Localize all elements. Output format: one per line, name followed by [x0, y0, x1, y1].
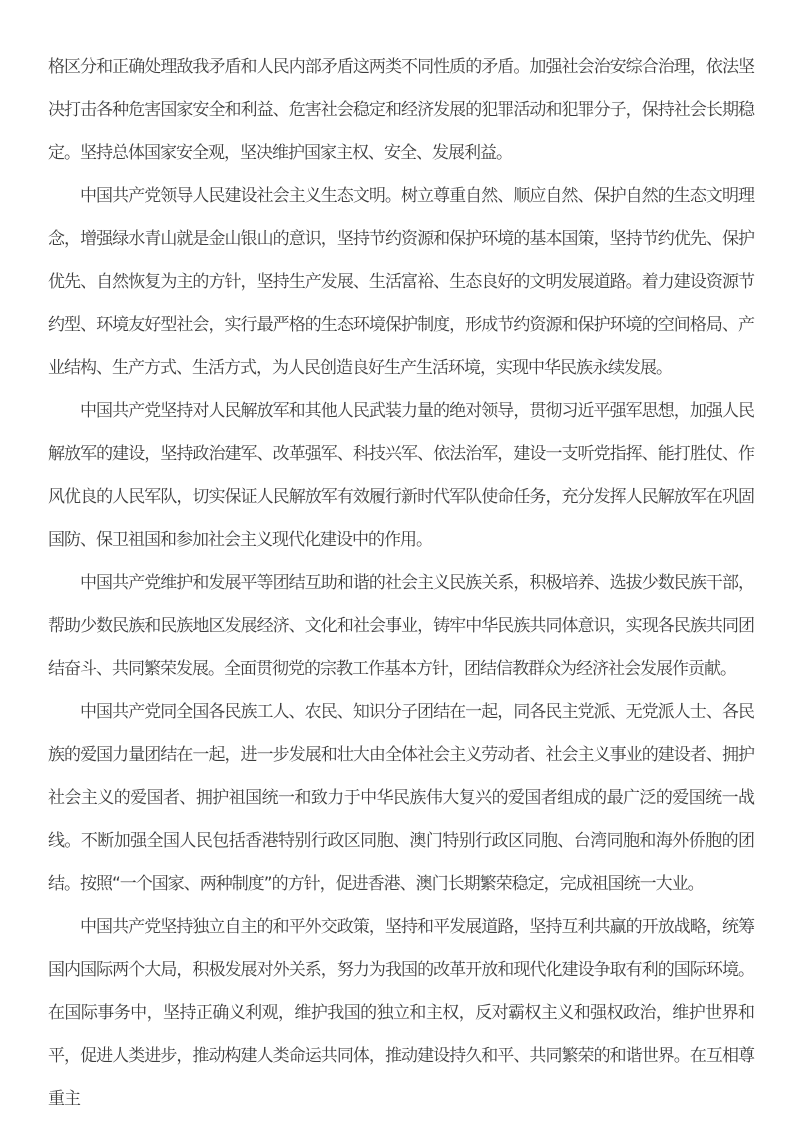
paragraph: 格区分和正确处理敌我矛盾和人民内部矛盾这两类不同性质的矛盾。加强社会治安综合治理，依法坚决打击各种危害国家安全和利益、危害社会稳定和经济发展的犯罪活动和犯罪分子，保持社会长期稳定。坚持总体国家安全观，坚决维护国家主权、安全、发展利益。	[48, 57, 754, 163]
paragraph: 中国共产党同全国各民族工人、农民、知识分子团结在一起，同各民主党派、无党派人士、各民族的爱国力量团结在一起，进一步发展和壮大由全体社会主义劳动者、社会主义事业的建设者、拥护社会主义的爱国者、拥护祖国统一和致力于中华民族伟大复兴的爱国者组成的最广泛的爱国统一战线。不断加强全国人民包括香港特别行政区同胞、澳门特别行政区同胞、台湾同胞和海外侨胞的团结。按照“一个国家、两种制度”的方针，促进香港、澳门长期繁荣稳定，完成祖国统一大业。	[48, 702, 754, 894]
paragraph: 中国共产党领导人民建设社会主义生态文明。树立尊重自然、顺应自然、保护自然的生态文明理念，增强绿水青山就是金山银山的意识，坚持节约资源和保护环境的基本国策，坚持节约优先、保护优先、自然恢复为主的方针，坚持生产发展、生活富裕、生态良好的文明发展道路。着力建设资源节约型、环境友好型社会，实行最严格的生态环境保护制度，形成节约资源和保护环境的空间格局、产业结构、生产方式、生活方式，为人民创造良好生产生活环境，实现中华民族永续发展。	[48, 186, 754, 378]
paragraph: 中国共产党坚持独立自主的和平外交政策，坚持和平发展道路，坚持互利共赢的开放战略，统筹国内国际两个大局，积极发展对外关系，努力为我国的改革开放和现代化建设争取有利的国际环境。在国际事务中，坚持正确义利观，维护我国的独立和主权，反对霸权主义和强权政治，维护世界和平，促进人类进步，推动构建人类命运共同体，推动建设持久和平、共同繁荣的和谐世界。在互相尊重主	[48, 917, 754, 1109]
document-text	[48, 46, 754, 1121]
paragraph: 中国共产党坚持对人民解放军和其他人民武装力量的绝对领导，贯彻习近平强军思想，加强人民解放军的建设，坚持政治建军、改革强军、科技兴军、依法治军，建设一支听党指挥、能打胜仗、作风优良的人民军队，切实保证人民解放军有效履行新时代军队使命任务，充分发挥人民解放军在巩固国防、保卫祖国和参加社会主义现代化建设中的作用。	[48, 401, 754, 550]
paragraph: 中国共产党维护和发展平等团结互助和谐的社会主义民族关系，积极培养、选拔少数民族干部，帮助少数民族和民族地区发展经济、文化和社会事业，铸牢中华民族共同体意识，实现各民族共同团结奋斗、共同繁荣发展。全面贯彻党的宗教工作基本方针，团结信教群众为经济社会发展作贡献。	[48, 573, 754, 679]
